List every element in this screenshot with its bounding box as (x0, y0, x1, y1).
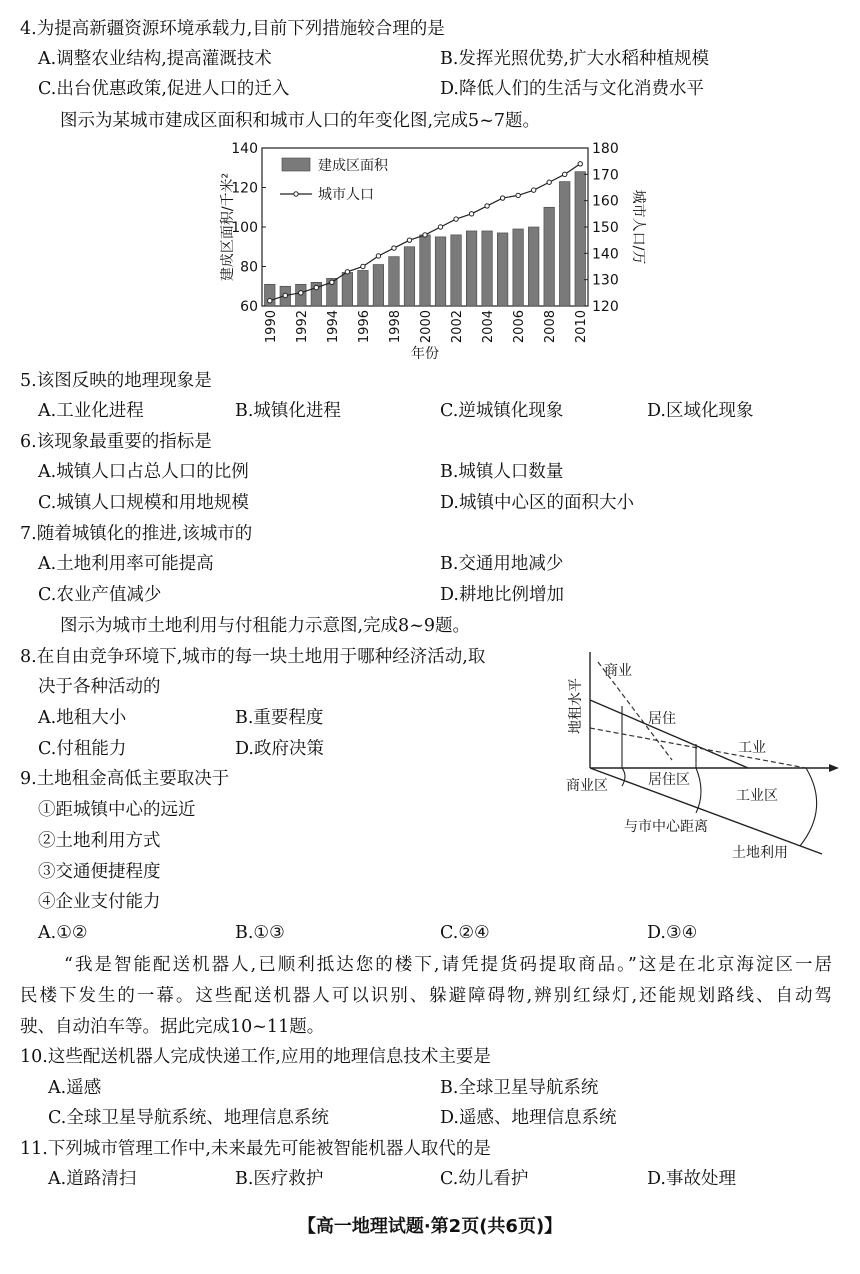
bar-2009 (559, 182, 570, 306)
right-tick-label-170: 170 (592, 167, 619, 184)
page-footer: 【高一地理试题·第2页(共6页)】 (297, 1216, 563, 1237)
q5-stem: 5.该图反映的地理现象是 (20, 371, 212, 391)
industry-curve-label: 工业 (738, 740, 766, 756)
x-tick-label-1994: 1994 (325, 310, 341, 344)
right-axis-label: 城市人口/万 (630, 189, 646, 265)
left-tick-label-120: 120 (231, 180, 258, 197)
q6-option-a: A.城镇人口占总人口的比例 (38, 462, 249, 482)
bar-2002 (451, 235, 462, 306)
q9-item-2: ②土地利用方式 (38, 831, 161, 851)
population-point-2006 (516, 193, 520, 197)
legend-bar-swatch (282, 158, 310, 171)
population-point-2007 (531, 188, 535, 192)
q8-option-d: D.政府决策 (235, 739, 324, 759)
x-tick-label-1990: 1990 (263, 310, 279, 344)
distance-label: 与市中心距离 (624, 819, 708, 835)
q9-option-d: D.③④ (647, 923, 698, 943)
q11-stem: 11.下列城市管理工作中,未来最先可能被智能机器人取代的是 (20, 1139, 491, 1159)
q8-stem-line1: 8.在自由竞争环境下,城市的每一块土地用于哪种经济活动,取 (20, 647, 486, 667)
q9-stem: 9.土地租金高低主要取决于 (20, 769, 230, 789)
population-point-1994 (330, 280, 334, 284)
x-tick-label-2002: 2002 (450, 310, 466, 344)
commerce-curve-label: 商业 (604, 663, 632, 679)
q6-option-b: B.城镇人口数量 (440, 462, 564, 482)
right-tick-label-140: 140 (592, 246, 619, 263)
bar-2001 (435, 237, 446, 306)
q11-option-b: B.医疗救护 (235, 1169, 324, 1189)
bar-2000 (420, 235, 431, 306)
q9-option-a: A.①② (38, 923, 88, 943)
passage-line-2: 民楼下发生的一幕。这些配送机器人可以识别、躲避障碍物,辨别红绿灯,还能规划路线、自动驾 (20, 986, 832, 1006)
left-tick-label-100: 100 (231, 220, 258, 236)
legend-line-marker (294, 192, 298, 196)
right-tick-label-130: 130 (592, 272, 619, 289)
q7-option-d: D.耕地比例增加 (440, 585, 564, 605)
q11-option-a: A.道路清扫 (48, 1169, 137, 1189)
x-tick-label-1992: 1992 (294, 310, 310, 344)
population-point-1999 (407, 238, 411, 242)
q7-stem: 7.随着城镇化的推进,该城市的 (20, 524, 253, 544)
bar-1996 (358, 270, 369, 306)
intro-5-7: 图示为某城市建成区面积和城市人口的年变化图,完成5~7题。 (60, 111, 540, 131)
q5-option-d: D.区域化现象 (647, 401, 754, 421)
left-tick-label-140: 140 (231, 141, 258, 157)
population-point-2005 (500, 196, 504, 200)
population-point-2008 (547, 180, 551, 184)
q6-option-d: D.城镇中心区的面积大小 (440, 493, 634, 513)
legend-bar-label: 建成区面积 (318, 158, 388, 174)
land-use-label: 土地利用 (732, 845, 788, 861)
population-point-1997 (376, 254, 380, 258)
q9-item-4: ④企业支付能力 (38, 892, 161, 912)
q10-option-d: D.遥感、地理信息系统 (440, 1108, 617, 1128)
q11-option-c: C.幼儿看护 (440, 1169, 529, 1189)
q11-option-d: D.事故处理 (647, 1169, 736, 1189)
rent-y-label: 地租水平 (568, 678, 584, 734)
population-point-2002 (454, 217, 458, 221)
q4-stem: 4.为提高新疆资源环境承载力,目前下列措施较合理的是 (20, 19, 445, 39)
left-tick-label-60: 60 (240, 299, 258, 315)
q4-option-a: A.调整农业结构,提高灌溉技术 (38, 49, 272, 69)
q6-option-c: C.城镇人口规模和用地规模 (38, 493, 249, 513)
commerce-arc (622, 768, 625, 786)
bar-1995 (342, 272, 353, 306)
population-point-2010 (578, 162, 582, 166)
q7-option-a: A.土地利用率可能提高 (38, 554, 214, 574)
q4-option-d: D.降低人们的生活与文化消费水平 (440, 79, 704, 99)
q10-option-a: A.遥感 (48, 1078, 102, 1098)
x-tick-label-1996: 1996 (356, 310, 372, 344)
bar-2005 (497, 233, 508, 306)
residence-zone-label: 居住区 (648, 772, 690, 788)
population-point-1996 (361, 264, 365, 268)
bar-2007 (528, 227, 539, 306)
population-point-1998 (392, 246, 396, 250)
bar-1997 (373, 265, 384, 306)
commerce-zone-label: 商业区 (566, 778, 608, 794)
q7-option-b: B.交通用地减少 (440, 554, 564, 574)
q9-option-c: C.②④ (440, 923, 490, 943)
right-tick-label-180: 180 (592, 141, 619, 157)
population-point-2001 (438, 225, 442, 229)
q8-stem-line2: 决于各种活动的 (38, 677, 161, 697)
q6-stem: 6.该现象最重要的指标是 (20, 432, 212, 452)
population-point-1995 (345, 270, 349, 274)
x-tick-label-2004: 2004 (481, 310, 497, 344)
population-point-2003 (469, 212, 473, 216)
population-point-1991 (283, 293, 287, 297)
q5-option-b: B.城镇化进程 (235, 401, 341, 421)
population-point-2009 (563, 172, 567, 176)
left-tick-label-80: 80 (240, 259, 258, 276)
passage-line-3: 驶、自动泊车等。据此完成10~11题。 (20, 1017, 325, 1037)
x-tick-label-2008: 2008 (543, 310, 559, 344)
residence-arc (696, 768, 701, 813)
bar-2004 (482, 231, 493, 306)
population-point-1993 (314, 285, 318, 289)
x-axis-arrow (829, 764, 839, 772)
right-tick-label-120: 120 (592, 299, 619, 315)
q5-option-a: A.工业化进程 (38, 401, 144, 421)
x-tick-label-2000: 2000 (419, 310, 434, 344)
q10-option-c: C.全球卫星导航系统、地理信息系统 (48, 1108, 329, 1128)
x-axis-label: 年份 (411, 346, 439, 362)
q10-stem: 10.这些配送机器人完成快递工作,应用的地理信息技术主要是 (20, 1047, 491, 1067)
q4-option-b: B.发挥光照优势,扩大水稻种植规模 (440, 49, 709, 69)
q7-option-c: C.农业产值减少 (38, 585, 162, 605)
bar-2010 (575, 172, 586, 306)
right-tick-label-150: 150 (592, 220, 619, 236)
x-tick-label-2006: 2006 (512, 310, 528, 344)
industry-zone-label: 工业区 (736, 788, 778, 804)
left-axis-label: 建成区面积/千米² (220, 172, 236, 282)
q5-option-c: C.逆城镇化现象 (440, 401, 564, 421)
bar-1999 (404, 247, 415, 306)
q10-option-b: B.全球卫星导航系统 (440, 1078, 599, 1098)
q4-option-c: C.出台优惠政策,促进人口的迁入 (38, 79, 290, 99)
passage-line-1: “我是智能配送机器人,已顺利抵达您的楼下,请凭提货码提取商品。”这是在北京海淀区一居 (64, 955, 833, 975)
q8-option-b: B.重要程度 (235, 708, 324, 728)
legend-line-label: 城市人口 (318, 187, 374, 203)
q9-option-b: B.①③ (235, 923, 285, 943)
q8-option-a: A.地租大小 (38, 708, 127, 728)
area-population-chart (210, 138, 646, 363)
x-tick-label-1998: 1998 (387, 310, 403, 344)
bar-2006 (513, 229, 524, 306)
x-tick-label-2010: 2010 (574, 310, 590, 344)
population-point-1992 (299, 291, 303, 295)
intro-8-9: 图示为城市土地利用与付租能力示意图,完成8~9题。 (60, 616, 470, 636)
population-point-2004 (485, 204, 489, 208)
industry-arc (800, 768, 817, 846)
q9-item-1: ①距城镇中心的远近 (38, 800, 196, 820)
bar-2003 (466, 231, 477, 306)
q8-option-c: C.付租能力 (38, 739, 127, 759)
residence-curve-label: 居住 (648, 711, 676, 727)
q9-item-3: ③交通便捷程度 (38, 862, 161, 882)
right-tick-label-160: 160 (592, 193, 619, 210)
bar-1998 (389, 257, 400, 306)
bar-2008 (544, 207, 555, 306)
population-point-2000 (423, 233, 427, 237)
land-rent-diagram (560, 648, 842, 866)
population-point-1990 (268, 299, 272, 303)
